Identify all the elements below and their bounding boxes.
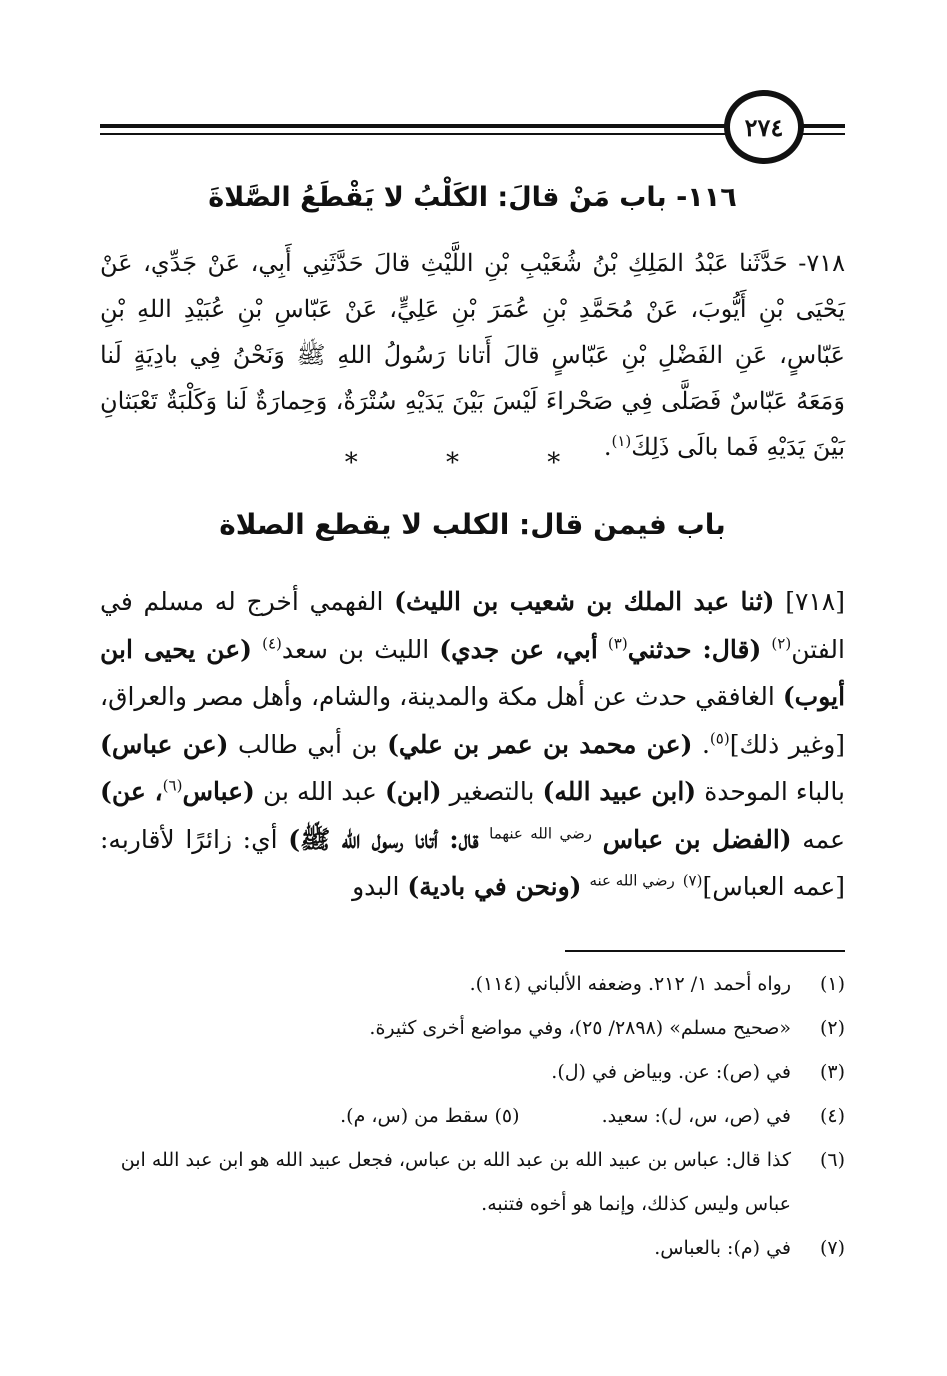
footnote-ref: (٦) [162,776,183,795]
page-header [100,88,845,168]
header-rule-stub-thin [800,133,845,135]
footnote-text: كذا قال: عباس بن عبيد الله بن عبد الله بن عباس، فجعل عبيد الله هو ابن عبد الله ابن عباس وليس كذلك، وإنما هو أخوه فتنبه. [120,1149,791,1215]
footnote [100,1094,845,1138]
section-separator: * * * [344,448,601,478]
footnote-text: في (ص): عن. وبياض في (ل). [551,1061,791,1083]
hadith-text [100,240,845,470]
hadith-end: . [603,433,612,461]
note: . [701,729,710,759]
note: الفهمي أخرج له مسلم في الفتن [100,587,845,664]
footnote-number: (٦) [819,1149,845,1171]
footnote-text: في (م): بالعباس. [654,1237,791,1259]
narrator: (عن عباس) [100,729,229,759]
footnote-text: سقط من (س، م). [340,1105,489,1127]
footnotes [100,962,845,1270]
note: الغافقي حدث عن أهل مكة والمدينة، والشام، وأهل مصر والعراق، [وغير ذلك] [100,682,846,759]
narrator: (عن محمد بن عمر بن علي) [387,729,693,759]
footnote [100,1138,845,1226]
narrator: أبي، عن جدي) [439,634,598,664]
footnote-text: رواه أحمد ١/ ٢١٢. وضعفه الألباني (١١٤). [469,973,791,995]
footnote-number: (٣) [819,1061,845,1083]
footnote-text: «صحيح مسلم» (٢٨٩٨/ ٢٥)، وفي مواضع أخرى كثيرة. [369,1017,791,1039]
header-rule-stub [800,124,845,128]
note: عبد الله بن [262,777,377,806]
note: الليث بن سعد [281,634,430,664]
narrator: (الفضل بن عباس [602,824,792,854]
honorific-glyph: رضي الله عنه [589,871,675,890]
footnote [100,962,845,1006]
note: بالباء الموحدة [704,777,845,806]
narrator: (ابن) [384,777,442,806]
chapter-title: ١١٦- باب مَنْ قالَ: الكَلْبُ لا يَقْطَعُ الصَّلاةَ [208,182,737,213]
commentary-text [100,578,845,911]
narrator: ، عن) [100,777,163,806]
footnote [100,1226,845,1270]
note: البدو [352,872,400,901]
hadith-number: ٧١٨- [798,249,845,277]
footnote-number: (٢) [819,1017,845,1039]
footnote [100,1006,845,1050]
narrator: (عباس [182,777,255,806]
footnote-text: في (ص، س، ل): سعيد. [601,1105,791,1127]
note: عمه [802,824,846,854]
narrator: (عن يحيى ابن أيوب) [100,634,846,711]
footnote-number: (٧) [819,1237,845,1259]
footnote-number: (٥) [494,1105,520,1127]
narrator: (قال: حدثني [627,634,762,664]
narrator: (ونحن في بادية) [407,872,582,901]
header-rule-thick [100,124,728,128]
commentary-title: باب فيمن قال: الكلب لا يقطع الصلاة [219,508,726,541]
footnote-ref: (٢) [771,634,792,653]
note: بن أبي طالب [238,729,378,759]
header-rule-thin [100,133,728,135]
narrator: (ابن عبيد الله) [542,777,697,806]
narrator: قال: أتانا رسول الله ﷺ) [288,824,479,854]
footnote-ref: (٥) [709,729,730,748]
note: بالتصغير [449,777,535,806]
commentary-number: [٧١٨] [785,587,846,616]
hadith-body: حَدَّثَنا عَبْدُ المَلِكِ بْنُ شُعَيْبِ بْنِ اللَّيْثِ قالَ حَدَّثَنِي أَبِي، عَنْ جَدِّي، عَنْ يَحْيَى بْنِ أَيُّوبَ، عَنْ مُحَمَّدِ بْنِ عُمَرَ بْنِ عَلِيٍّ، عَنْ عَبّاسِ بْنِ عُبَيْدِ اللهِ بْنِ عَبّاسٍ، عَنِ الفَضْلِ بْنِ عَبّاسٍ قالَ أَتانا رَسُولُ اللهِ ﷺ وَنَحْنُ فِي بادِيَةٍ لَنا وَمَعَهُ عَبّاسٌ فَصَلَّى فِي صَحْراءَ لَيْسَ بَيْنَ يَدَيْهِ سُتْرَةٌ، وَحِمارَةٌ لَنا وَكَلْبَةٌ تَعْبَثانِ بَيْنَ يَدَيْهِ فَما بالَى ذَلِكَ [100,249,845,461]
footnote-ref: (٣) [607,634,628,653]
footnote [100,1050,845,1094]
footnote-ref: (١) [611,432,632,450]
narrator: (ثنا عبد الملك بن شعيب بن الليث) [394,587,775,616]
footnote-number: (٤) [819,1105,845,1127]
footnote-divider [565,950,845,952]
page-number: ٢٧٤ [744,112,784,142]
footnote-ref: (٤) [262,634,282,653]
page-number-oval [724,90,804,164]
footnote-number: (١) [819,973,845,995]
footnote-ref: (٧) [682,871,703,890]
note: أي: زائرًا لأقاربه: [عمه العباس] [100,824,845,901]
honorific-glyph: رضي الله عنهما [489,824,592,843]
